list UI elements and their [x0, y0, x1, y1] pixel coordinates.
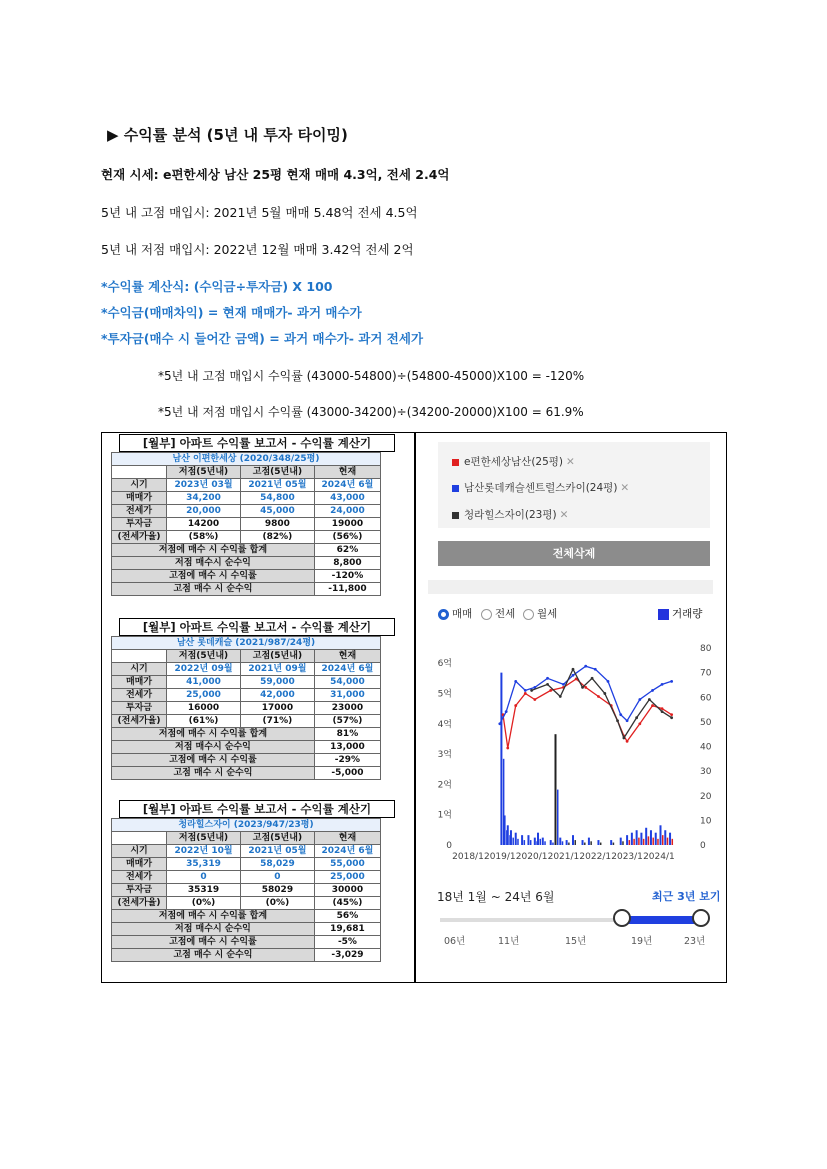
panel-separator — [428, 580, 713, 594]
series-point — [651, 704, 654, 707]
volume-bar — [566, 840, 568, 845]
series-point — [616, 719, 619, 722]
cell: (61%) — [167, 715, 241, 728]
volume-bar — [640, 833, 642, 845]
volume-bar — [515, 833, 517, 845]
cell: 45,000 — [240, 505, 314, 518]
volume-bar — [568, 843, 570, 845]
volume-bar — [540, 839, 542, 845]
series-point — [661, 707, 664, 710]
cell: 25,000 — [314, 871, 380, 884]
legend-swatch-blue — [452, 485, 459, 492]
complex-name: 남산 이편한세상 (2020/348/25평) — [112, 453, 381, 466]
volume-bar — [631, 833, 633, 845]
series-point — [651, 689, 654, 692]
cell: 41,000 — [167, 676, 241, 689]
report-table — [111, 452, 381, 596]
series-point — [607, 680, 610, 683]
cell: 59,000 — [240, 676, 314, 689]
y-left-tick: 0 — [446, 841, 452, 851]
series-point — [530, 689, 533, 692]
cell: 43,000 — [314, 492, 380, 505]
formula-yield: *수익률 계산식: (수익금÷투자금) X 100 — [101, 279, 333, 294]
volume-bar — [517, 839, 519, 845]
x-tick: 2022/1 — [579, 852, 612, 862]
report-table — [111, 818, 381, 962]
cell: 24,000 — [314, 505, 380, 518]
series-point — [594, 668, 597, 671]
volume-bar — [633, 839, 635, 845]
series-point — [514, 680, 517, 683]
volume-bar — [562, 841, 564, 845]
slider-handle-end[interactable] — [692, 909, 710, 927]
row-label: (전세가율) — [112, 715, 167, 728]
summary-value: 19,681 — [314, 923, 380, 936]
volume-bar — [555, 734, 557, 845]
column-header: 저점(5년내) — [167, 832, 241, 845]
series-point — [670, 680, 673, 683]
volume-bar — [512, 838, 514, 845]
summary-label: 고점에 매수 시 수익률 — [112, 754, 315, 767]
column-header: 현재 — [314, 832, 380, 845]
remove-icon[interactable]: ✕ — [559, 509, 569, 521]
y-right-tick: 30 — [700, 767, 712, 778]
summary-label: 고점 매수 시 순수익 — [112, 949, 315, 962]
cell: (0%) — [167, 897, 241, 910]
radio-on-icon — [438, 609, 449, 620]
volume-bar — [559, 838, 561, 845]
summary-value: 62% — [314, 544, 380, 557]
formula-investment: *투자금(매수 시 들어간 금액) = 과거 매수가- 과거 전세가 — [101, 331, 424, 346]
volume-bar — [626, 835, 628, 845]
cell: 17000 — [240, 702, 314, 715]
cell: 35,319 — [167, 858, 241, 871]
series-point — [603, 692, 606, 695]
y-right-tick: 50 — [700, 717, 712, 728]
volume-bar — [530, 840, 532, 845]
volume-bar — [643, 839, 645, 845]
report-title: [월부] 아파트 수익률 보고서 - 수익률 계산기 — [119, 618, 395, 636]
report-1 — [103, 434, 411, 596]
y-left-tick: 2억 — [437, 780, 452, 791]
cell: 20,000 — [167, 505, 241, 518]
volume-bar — [652, 838, 654, 845]
series-point — [498, 722, 501, 725]
summary-label: 저점에 매수 시 수익률 합계 — [112, 728, 315, 741]
cell: 58,029 — [240, 858, 314, 871]
cell: 2023년 03월 — [167, 479, 241, 492]
complex-name: 청라힐스자이 (2023/947/23평) — [112, 819, 381, 832]
row-label: 매매가 — [112, 492, 167, 505]
legend-item[interactable] — [452, 454, 575, 469]
cell: 2022년 09월 — [167, 663, 241, 676]
column-header: 저점(5년내) — [167, 650, 241, 663]
x-tick: 2023/1 — [611, 852, 643, 862]
volume-bar — [524, 840, 526, 845]
report-2 — [103, 618, 411, 780]
series-point — [626, 719, 629, 722]
calc-high: *5년 내 고점 매입시 수익률 (43000-54800)÷(54800-45000)X100 = -120% — [158, 369, 585, 383]
series-point — [581, 686, 584, 689]
summary-value: -3,029 — [314, 949, 380, 962]
y-right-tick: 40 — [700, 742, 712, 753]
cell: 2024년 6월 — [314, 479, 380, 492]
volume-bar — [600, 843, 602, 845]
row-label: 투자금 — [112, 884, 167, 897]
slider-handle-start[interactable] — [613, 909, 631, 927]
y-left-tick: 5억 — [437, 689, 452, 700]
summary-value: -120% — [314, 570, 380, 583]
cell: (82%) — [240, 531, 314, 544]
section-title: ▶ 수익률 분석 (5년 내 투자 타이밍) — [107, 126, 348, 144]
report-table — [111, 636, 381, 780]
y-left-tick: 1억 — [437, 810, 452, 821]
formula-profit: *수익금(매매차익) = 현재 매매가- 과거 매수가 — [101, 305, 362, 320]
column-header: 고점(5년내) — [240, 650, 314, 663]
series-point — [661, 683, 664, 686]
series-point — [638, 722, 641, 725]
series-point — [638, 698, 641, 701]
row-label: (전세가율) — [112, 531, 167, 544]
summary-value: -29% — [314, 754, 380, 767]
series-point — [597, 695, 600, 698]
row-label: 매매가 — [112, 858, 167, 871]
row-label: (전세가율) — [112, 897, 167, 910]
cell: 2022년 10월 — [167, 845, 241, 858]
volume-bar — [655, 833, 657, 845]
series-point — [623, 737, 626, 740]
radio-off-icon — [523, 609, 534, 620]
delete-all-button[interactable]: 전체삭제 — [438, 541, 710, 566]
y-right-tick: 20 — [700, 791, 712, 802]
frame-divider — [414, 432, 416, 983]
series-point — [626, 740, 629, 743]
summary-value: -5% — [314, 936, 380, 949]
series-point — [533, 698, 536, 701]
series-point — [549, 689, 552, 692]
series-point — [546, 677, 549, 680]
report-title: [월부] 아파트 수익률 보고서 - 수익률 계산기 — [119, 800, 395, 818]
volume-bar — [657, 839, 659, 845]
volume-bar — [534, 838, 536, 845]
cell: 0 — [167, 871, 241, 884]
report-title: [월부] 아파트 수익률 보고서 - 수익률 계산기 — [119, 434, 395, 452]
series-point — [559, 695, 562, 698]
price-chart — [428, 630, 718, 870]
volume-bar — [672, 839, 674, 845]
cell: 9800 — [240, 518, 314, 531]
volume-bar — [572, 835, 574, 845]
summary-value: 81% — [314, 728, 380, 741]
summary-label: 고점 매수 시 순수익 — [112, 583, 315, 596]
volume-bar — [648, 836, 650, 845]
cell: 2021년 09월 — [240, 663, 314, 676]
cell: (45%) — [314, 897, 380, 910]
row-label: 매매가 — [112, 676, 167, 689]
cell: 19000 — [314, 518, 380, 531]
cell: (56%) — [314, 531, 380, 544]
summary-label: 고점에 매수 시 수익률 — [112, 936, 315, 949]
series-point — [514, 704, 517, 707]
volume-bar — [660, 825, 662, 845]
summary-label: 저점 매수시 순수익 — [112, 923, 315, 936]
cell: 2024년 6월 — [314, 663, 380, 676]
volume-bar — [620, 838, 622, 845]
slider-tick: 23년 — [684, 936, 706, 947]
report-3 — [103, 800, 411, 962]
series-point — [505, 710, 508, 713]
volume-bar — [590, 841, 592, 845]
cell: 2024년 6월 — [314, 845, 380, 858]
period-label: 18년 1월 ~ 24년 6월 — [437, 890, 555, 904]
summary-label: 저점 매수시 순수익 — [112, 741, 315, 754]
volume-bar — [638, 838, 640, 845]
series-point — [572, 668, 575, 671]
recent-3y-link[interactable]: 최근 3년 보기 — [652, 890, 721, 903]
volume-bar — [544, 841, 546, 845]
row-label: 전세가 — [112, 689, 167, 702]
volume-bar — [610, 840, 612, 845]
calc-low: *5년 내 저점 매입시 수익률 (43000-34200)÷(34200-20000)X100 = 61.9% — [158, 405, 584, 419]
remove-icon[interactable]: ✕ — [566, 456, 575, 468]
row-label: 시기 — [112, 845, 167, 858]
radio-monthly[interactable]: 월세 — [523, 606, 557, 621]
slider-tick: 06년 — [444, 936, 466, 947]
cell: 42,000 — [240, 689, 314, 702]
cell: 30000 — [314, 884, 380, 897]
legend-label: 청라힐스자이(23평) — [464, 509, 557, 521]
legend-item[interactable] — [452, 480, 629, 495]
volume-bar — [527, 835, 529, 845]
row-label: 전세가 — [112, 871, 167, 884]
series-point — [670, 716, 673, 719]
legend-box — [438, 442, 710, 528]
volume-bar — [575, 840, 577, 845]
volume-bar — [636, 830, 638, 845]
summary-label: 저점에 매수 시 수익률 합계 — [112, 910, 315, 923]
x-tick: 2024/1 — [643, 852, 675, 862]
volume-bar — [597, 840, 599, 845]
summary-label: 고점 매수 시 순수익 — [112, 767, 315, 780]
volume-bar — [622, 841, 624, 845]
volume-bar — [662, 835, 664, 845]
low-point-note: 5년 내 저점 매입시: 2022년 12월 매매 3.42억 전세 2억 — [101, 242, 414, 257]
high-point-note: 5년 내 고점 매입시: 2021년 5월 매매 5.48억 전세 4.5억 — [101, 205, 418, 220]
summary-value: 13,000 — [314, 741, 380, 754]
series-point — [591, 677, 594, 680]
cell: 2021년 05월 — [240, 845, 314, 858]
summary-value: -5,000 — [314, 767, 380, 780]
summary-label: 저점에 매수 시 수익률 합계 — [112, 544, 315, 557]
cell: 23000 — [314, 702, 380, 715]
column-header: 현재 — [314, 466, 380, 479]
y-right-tick: 10 — [700, 816, 712, 827]
x-tick: 2019/1 — [483, 852, 516, 862]
summary-value: -11,800 — [314, 583, 380, 596]
legend-swatch-red — [452, 459, 459, 466]
slider-range — [622, 916, 701, 924]
volume-bar — [537, 833, 539, 845]
series-point — [648, 698, 651, 701]
volume-bar — [650, 830, 652, 845]
volume-bar — [588, 838, 590, 845]
slider-tick: 19년 — [631, 936, 653, 947]
summary-label: 저점 매수시 순수익 — [112, 557, 315, 570]
volume-bar — [667, 838, 669, 845]
summary-value: 56% — [314, 910, 380, 923]
volume-bar — [550, 840, 552, 845]
series-point — [524, 689, 527, 692]
summary-value: 8,800 — [314, 557, 380, 570]
series-point — [661, 710, 664, 713]
volume-bar — [629, 840, 631, 845]
series-point — [506, 747, 509, 750]
current-price: 현재 시세: e편한세상 남산 25평 현재 매매 4.3억, 전세 2.4억 — [101, 167, 450, 182]
legend-swatch-black — [452, 512, 459, 519]
y-right-tick: 70 — [700, 668, 712, 679]
column-header: 현재 — [314, 650, 380, 663]
volume-toggle[interactable]: 거래량 — [658, 606, 702, 621]
volume-bar — [664, 830, 666, 845]
volume-bar — [582, 840, 584, 845]
y-right-tick: 80 — [700, 644, 712, 654]
complex-name: 남산 롯데캐슬 (2021/987/24평) — [112, 637, 381, 650]
series-point — [584, 686, 587, 689]
cell: 34,200 — [167, 492, 241, 505]
volume-bar — [507, 825, 509, 845]
cell: 14200 — [167, 518, 241, 531]
row-label: 시기 — [112, 479, 167, 492]
y-right-tick: 60 — [700, 693, 712, 704]
volume-bar — [613, 843, 615, 845]
series-point — [572, 674, 575, 677]
cell: 16000 — [167, 702, 241, 715]
column-header: 고점(5년내) — [240, 466, 314, 479]
volume-bar — [584, 843, 586, 845]
cell: (58%) — [167, 531, 241, 544]
series-point — [635, 716, 638, 719]
row-label: 투자금 — [112, 518, 167, 531]
series-point — [524, 692, 527, 695]
legend-label: 남산롯데캐슬센트럴스카이(24평) — [464, 482, 618, 494]
volume-bar — [521, 835, 523, 845]
series-point — [584, 665, 587, 668]
column-header: 저점(5년내) — [167, 466, 241, 479]
y-right-tick: 0 — [700, 841, 706, 851]
series-point — [562, 683, 565, 686]
checkbox-icon — [658, 609, 669, 620]
cell: (57%) — [314, 715, 380, 728]
x-tick: 2018/1 — [452, 852, 484, 862]
volume-bar — [510, 830, 512, 845]
remove-icon[interactable]: ✕ — [620, 482, 630, 494]
radio-jeonse[interactable]: 전세 — [481, 606, 515, 621]
legend-label: e편한세상남산(25평) — [464, 456, 564, 468]
cell: (71%) — [240, 715, 314, 728]
radio-off-icon — [481, 609, 492, 620]
row-label: 전세가 — [112, 505, 167, 518]
volume-bar — [669, 833, 671, 845]
series-line — [532, 669, 672, 738]
x-tick: 2020/1 — [515, 852, 548, 862]
series-point — [546, 683, 549, 686]
cell: 31,000 — [314, 689, 380, 702]
slider-tick: 11년 — [498, 936, 520, 947]
cell: 55,000 — [314, 858, 380, 871]
cell: 54,800 — [240, 492, 314, 505]
cell: (0%) — [240, 897, 314, 910]
volume-bar — [645, 828, 647, 845]
radio-sale[interactable]: 매매 — [438, 606, 472, 621]
series-point — [670, 713, 673, 716]
cell: 35319 — [167, 884, 241, 897]
summary-label: 고점에 매수 시 수익률 — [112, 570, 315, 583]
x-tick: 2021/1 — [547, 852, 580, 862]
row-label: 투자금 — [112, 702, 167, 715]
legend-item[interactable] — [452, 507, 568, 522]
row-label: 시기 — [112, 663, 167, 676]
y-left-tick: 6억 — [437, 659, 452, 670]
volume-bar — [500, 673, 502, 845]
cell: 54,000 — [314, 676, 380, 689]
cell: 0 — [240, 871, 314, 884]
column-header: 고점(5년내) — [240, 832, 314, 845]
volume-bar — [504, 815, 506, 845]
volume-bar — [557, 790, 559, 845]
series-point — [619, 713, 622, 716]
cell: 58029 — [240, 884, 314, 897]
cell: 25,000 — [167, 689, 241, 702]
volume-bar — [552, 843, 554, 845]
cell: 2021년 05월 — [240, 479, 314, 492]
slider-tick: 15년 — [565, 936, 587, 947]
y-left-tick: 4억 — [437, 719, 452, 730]
y-left-tick: 3억 — [437, 750, 452, 761]
volume-bar — [542, 838, 544, 845]
